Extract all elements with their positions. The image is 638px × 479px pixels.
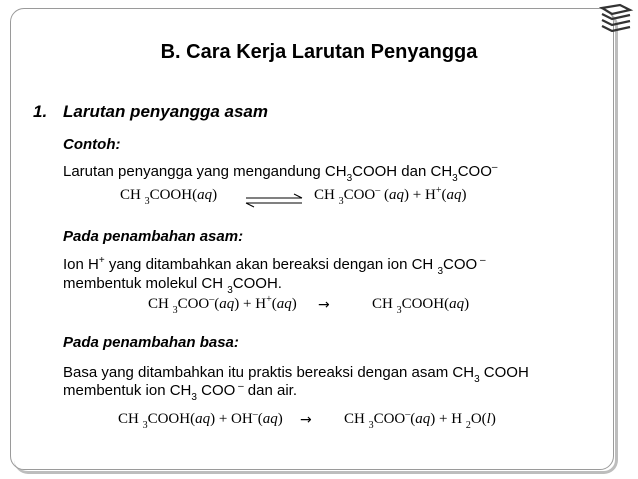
acid-equation-rhs: CH $_3$COOH(aq) bbox=[372, 296, 470, 316]
book-stack-logo-icon bbox=[598, 2, 634, 32]
base-heading: Pada penambahan basa: bbox=[63, 334, 239, 351]
base-equation-rhs: CH $_3$COO–(aq) + H $_2$O(l) bbox=[344, 409, 496, 431]
equilibrium-lhs: CH $_3$COOH(aq) bbox=[120, 187, 218, 207]
base-line-2: membentuk ion $CH_3$ COO – dan air. bbox=[63, 381, 298, 403]
acid-line-2: membentuk molekul CH $_3$COOH. bbox=[63, 275, 282, 296]
equilibrium-rhs: CH $_3$COO– (aq) + H+(aq) bbox=[314, 185, 467, 207]
section-number: 1. bbox=[33, 102, 48, 121]
acid-heading: Pada penambahan asam: bbox=[63, 228, 244, 245]
acid-arrow-icon: → bbox=[318, 297, 330, 313]
slide-title: B. Cara Kerja Larutan Penyangga bbox=[160, 41, 478, 63]
example-text: Larutan penyangga yang mengandung $CH_3COOH$ dan $CH_3COO^-$ bbox=[63, 162, 498, 184]
base-arrow-icon: → bbox=[300, 412, 312, 428]
example-label: Contoh: bbox=[63, 136, 121, 153]
acid-equation-lhs: CH $_3$COO–(aq) + H+(aq) bbox=[148, 294, 297, 316]
equilibrium-arrow-icon bbox=[244, 192, 306, 210]
section-heading: Larutan penyangga asam bbox=[63, 102, 269, 121]
acid-line-1: Ion H+ yang ditambahkan akan bereaksi dengan ion CH $_3$COO – bbox=[63, 255, 486, 277]
base-equation-lhs: CH $_3$COOH(aq) + OH–(aq) bbox=[118, 409, 283, 431]
base-line-1: Basa yang ditambahkan itu praktis bereaksi dengan asam $CH_3$ COOH bbox=[63, 364, 529, 385]
